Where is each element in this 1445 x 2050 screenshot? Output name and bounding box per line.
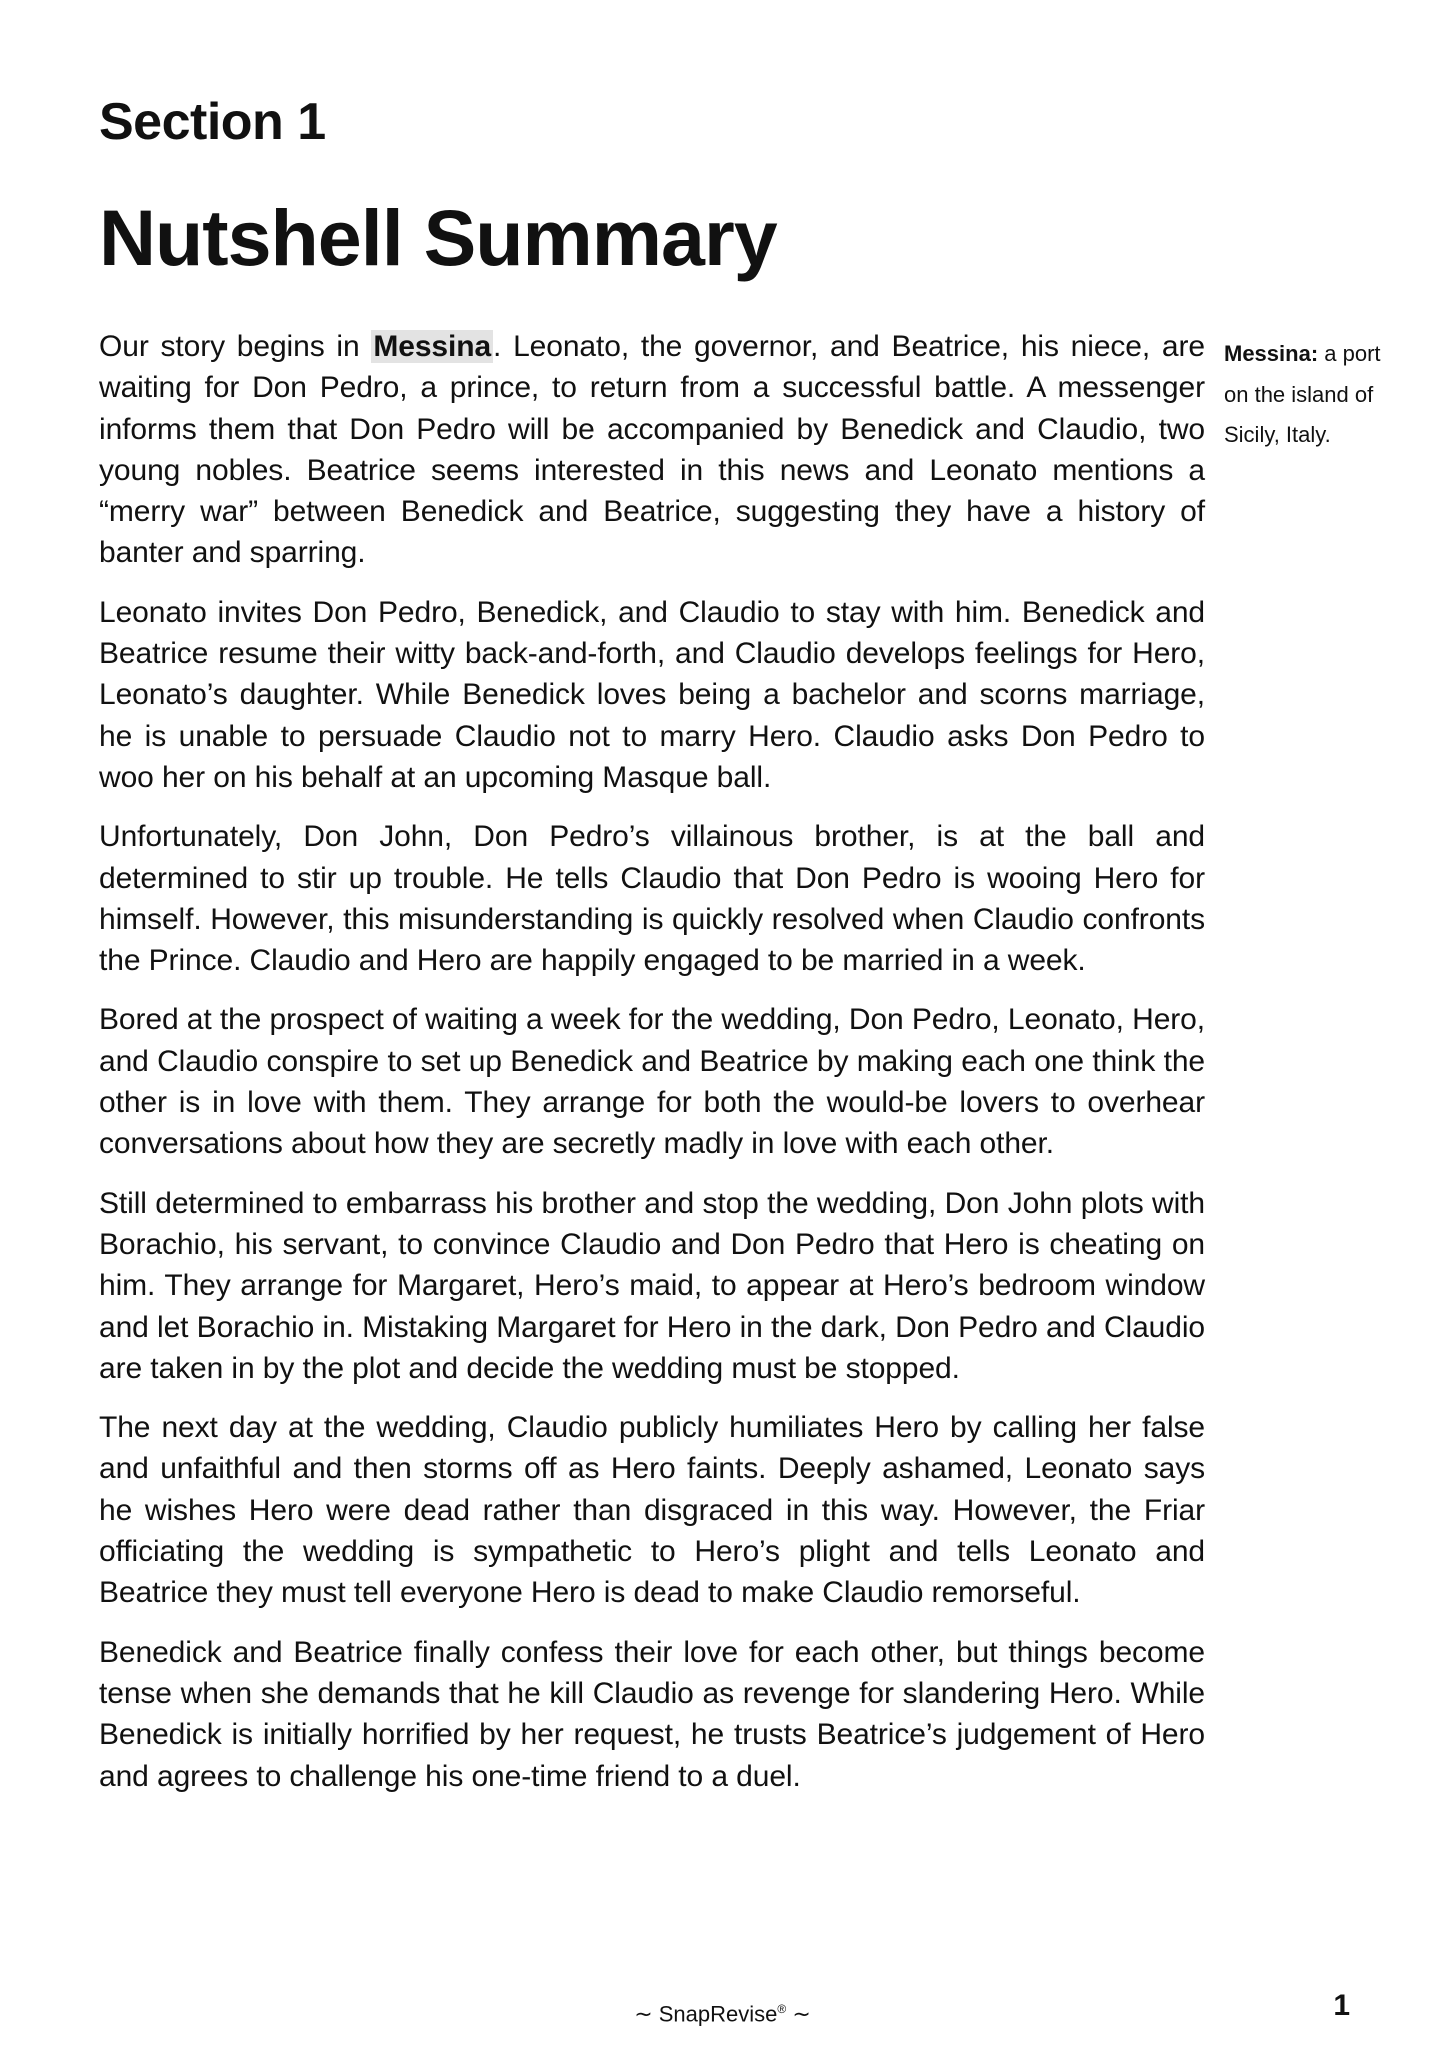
- paragraph-3: Unfortunately, Don John, Don Pedro’s villainous brother, is at the ball and determined to stir up trouble. He tells Claudio that Don Pedro is wooing Hero for himself. However, this misunderstanding is quickly resolved when Claudio confronts the Prince. Claudio and Hero are happily engaged to be married in a week.: [99, 820, 1205, 978]
- glossary-definition: a port on the island of Sicily, Italy.: [1224, 341, 1381, 447]
- glossary-term: Messina:: [1224, 341, 1319, 366]
- section-label: Section 1: [99, 93, 326, 151]
- brand-name: SnapRevise: [658, 2001, 778, 2027]
- footer-tilde-right: ~: [792, 2002, 811, 2028]
- margin-glossary-note: [1224, 334, 1399, 456]
- glossary-keyword-messina: Messina: [373, 330, 492, 363]
- paragraph-4: Bored at the prospect of waiting a week for the wedding, Don Pedro, Leonato, Hero, and Claudio conspire to set up Benedick and Beatrice by making each one think the other is in love with them. They arrange for both the would-be lovers to overhear conversations about how they are secretly madly in love with each other.: [99, 1003, 1205, 1161]
- paragraph-5: Still determined to embarrass his brother and stop the wedding, Don John plots with Borachio, his servant, to convince Claudio and Don Pedro that Hero is cheating on him. They arrange for Margaret, Hero’s maid, to appear at Hero’s bedroom window and let Borachio in. Mistaking Margaret for Hero in the dark, Don Pedro and Claudio are taken in by the plot and decide the wedding must be stopped.: [99, 1186, 1205, 1385]
- paragraph-1-lead: Our story begins in: [99, 330, 372, 363]
- footer-tilde-left: ~: [634, 2002, 653, 2028]
- paragraph-2: Leonato invites Don Pedro, Benedick, and Claudio to stay with him. Benedick and Beatrice resume their witty back-and-forth, and Claudio develops feelings for Hero, Leonato’s daughter. While Benedick loves being a bachelor and scorns marriage, he is unable to persuade Claudio not to marry Hero. Claudio asks Don Pedro to woo her on his behalf at an upcoming Masque ball.: [99, 595, 1205, 794]
- trademark-symbol: ®: [777, 2002, 787, 2016]
- footer-brand: [0, 1994, 1445, 2030]
- page-title: Nutshell Summary: [99, 193, 777, 282]
- paragraph-6: The next day at the wedding, Claudio publicly humiliates Hero by calling her false and unfaithful and then storms off as Hero faints. Deeply ashamed, Leonato says he wishes Hero were dead rather than disgraced in this way. However, the Friar officiating the wedding is sympathetic to Hero’s plight and tells Leonato and Beatrice they must tell everyone Hero is dead to make Claudio remorseful.: [99, 1411, 1205, 1610]
- paragraph-7: Benedick and Beatrice finally confess their love for each other, but things become tense when she demands that he kill Claudio as revenge for slandering Hero. While Benedick is initially horrified by her request, he trusts Beatrice’s judgement of Hero and agrees to challenge his one-time friend to a duel.: [99, 1635, 1205, 1793]
- summary-body: [99, 326, 1205, 1815]
- page-number: 1: [1333, 1989, 1350, 2022]
- paragraph-1: [99, 326, 1205, 574]
- paragraph-1-rest: . Leonato, the governor, and Beatrice, his niece, are waiting for Don Pedro, a prince, to return from a successful battle. A messenger informs them that Don Pedro will be accompanied by Benedick and Claudio, two young nobles. Beatrice seems interested in this news and Leonato mentions a “merry war” between Benedick and Beatrice, suggesting they have a history of banter and sparring.: [99, 330, 1205, 570]
